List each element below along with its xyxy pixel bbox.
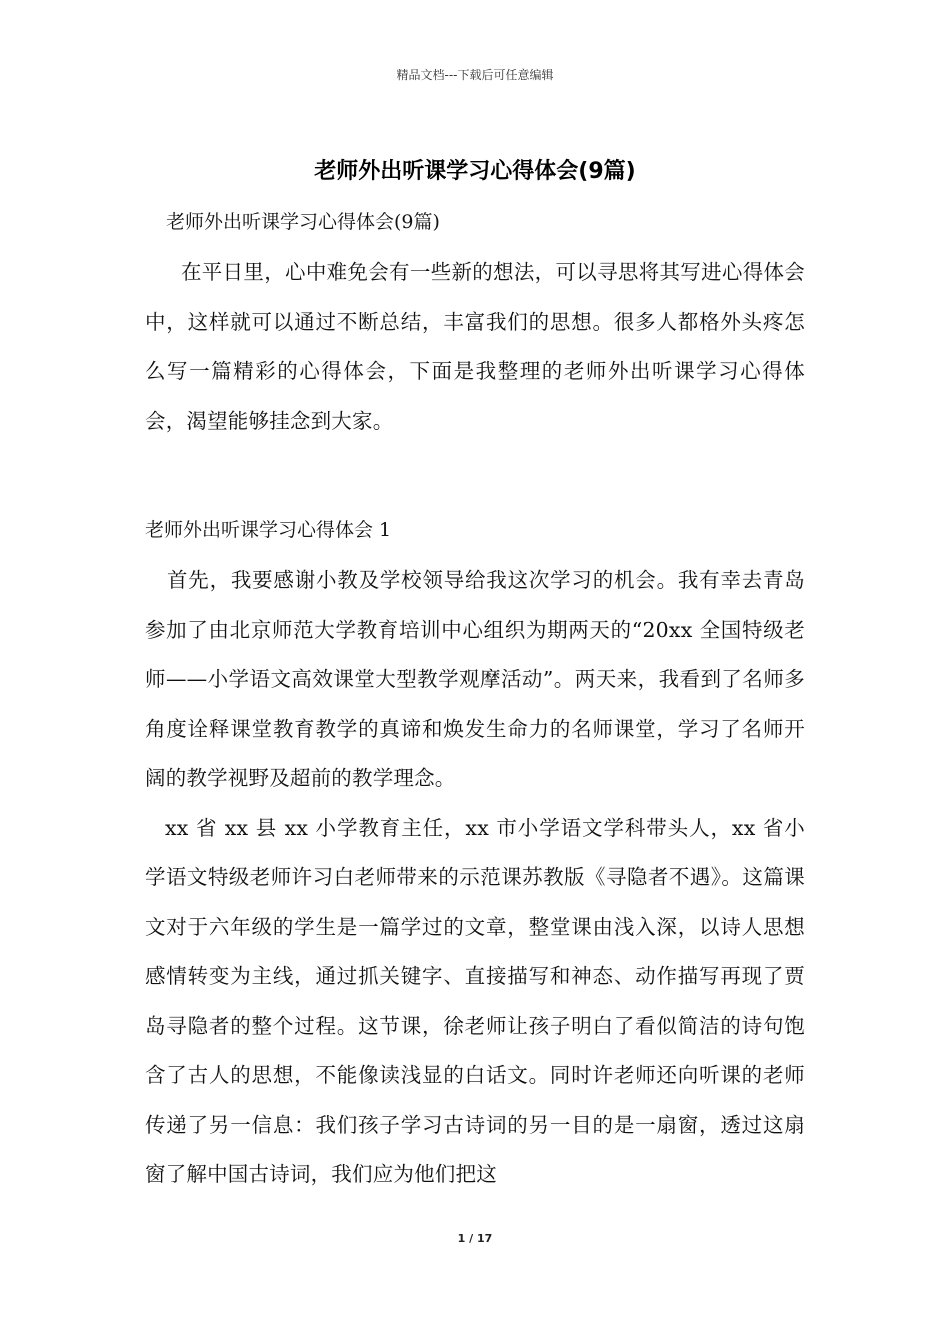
- header-note: 精品文档---下载后可任意编辑: [396, 68, 554, 82]
- document-title: 老师外出听课学习心得体会(9篇): [314, 159, 636, 184]
- section-heading: 老师外出听课学习心得体会 1: [145, 519, 392, 541]
- body-paragraph: xx 省 xx 县 xx 小学教育主任，xx 市小学语文学科带头人，xx 省小学语文特级老师许习白老师带来的示范课苏教版《寻隐者不遇》。这篇课文对于六年级的学生是一篇学过的文章，整堂课由浅入深，以诗人思想感情转变为主线，通过抓关键字、直接描写和神态、动作描写再现了贾岛寻隐者的整个过程。这节课，徐老师让孩子明白了看似简洁的诗句饱含了古人的思想，不能像读浅显的白话文。同时许老师还向听课的老师传递了另一信息：我们孩子学习古诗词的另一目的是一扇窗，透过这扇窗了解中国古诗词，我们应为他们把这: [145, 815, 805, 1186]
- page-number: 1 / 17: [457, 1232, 493, 1245]
- intro-paragraph: 在平日里，心中难免会有一些新的想法，可以寻思将其写进心得体会中，这样就可以通过不断总结，丰富我们的思想。很多人都格外头疼怎么写一篇精彩的心得体会，下面是我整理的老师外出听课学习心得体会，渴望能够挂念到大家。: [145, 260, 805, 433]
- body-paragraph: 首先，我要感谢小教及学校领导给我这次学习的机会。我有幸去青岛参加了由北京师范大学教育培训中心组织为期两天的“20xx 全国特级老师——小学语文高效课堂大型教学观摩活动”。两天来，我看到了名师多角度诠释课堂教育教学的真谛和焕发生命力的名师课堂，学习了名师开阔的教学视野及超前的教学理念。: [145, 568, 805, 790]
- document-subtitle: 老师外出听课学习心得体会(9篇): [166, 211, 440, 233]
- document-body: [145, 200, 805, 1200]
